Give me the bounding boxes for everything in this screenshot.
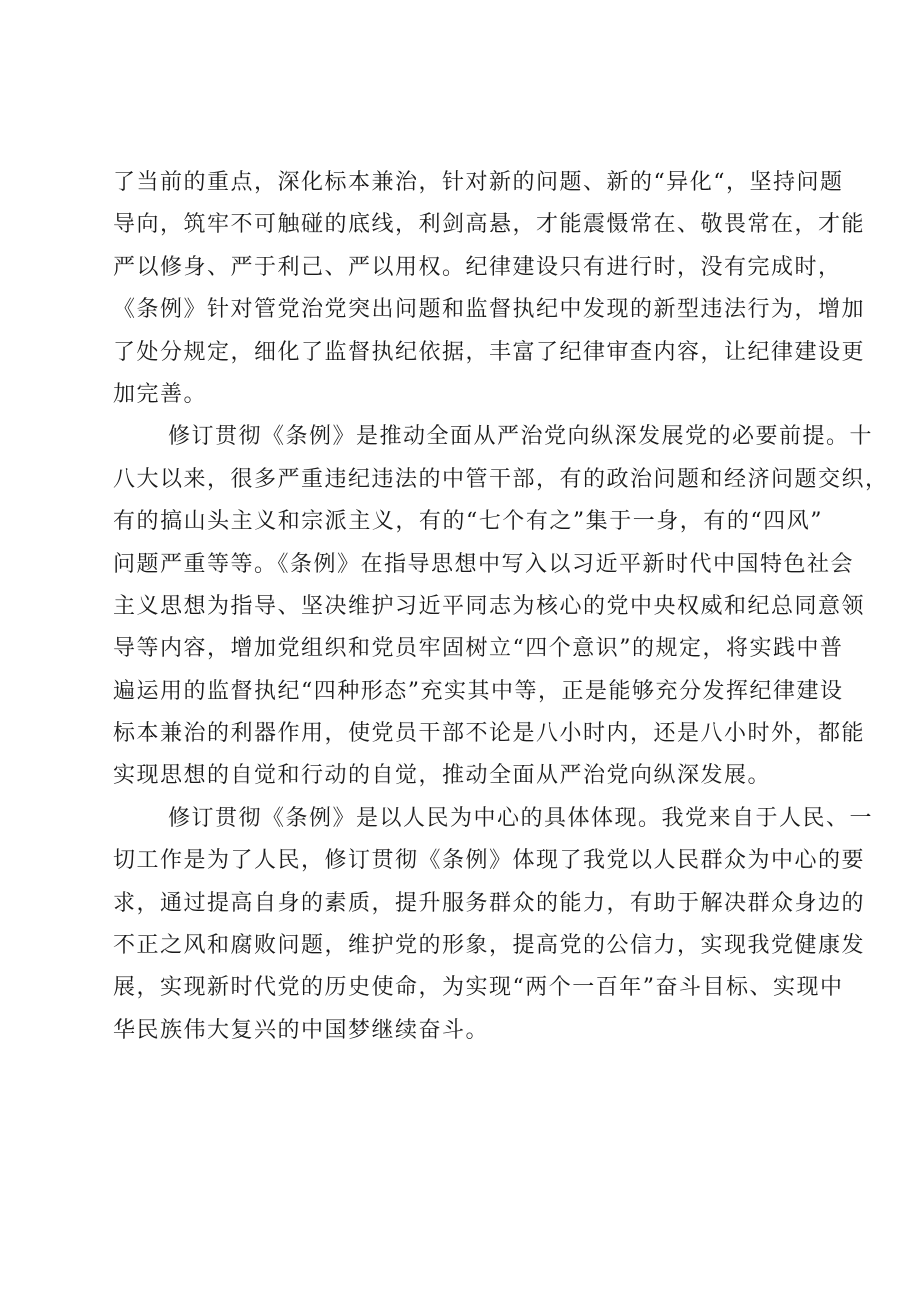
- paragraph-line: 加完善。: [113, 381, 208, 407]
- paragraph-2: [113, 416, 889, 798]
- document-body: [113, 162, 889, 1052]
- paragraph-line: 《条例》针对管党治党突出问题和监督执纪中发现的新型违法行为，增加: [113, 297, 866, 323]
- paragraph-line: 修订贯彻《条例》是以人民为中心的具体体现。我党来自于人民、一: [168, 805, 874, 831]
- paragraph-line: 了当前的重点，深化标本兼治，针对新的问题、新的“异化“，坚持问题: [113, 170, 844, 195]
- paragraph-line: 切工作是为了人民，修订贯彻《条例》体现了我党以人民群众为中心的要: [113, 848, 866, 874]
- paragraph-line: 实现思想的自觉和行动的自觉，推动全面从严治党向纵深发展。: [113, 763, 772, 789]
- paragraph-line: 严以修身、严于利己、严以用权。纪律建设只有进行时，没有完成时，: [113, 254, 842, 280]
- paragraph-line: 导等内容，增加党组织和党员牢固树立“四个意识”的规定，将实践中普: [113, 636, 844, 662]
- paragraph-line: 了处分规定，细化了监督执纪依据，丰富了纪律审查内容，让纪律建设更: [113, 339, 866, 365]
- paragraph-1: [113, 162, 866, 416]
- paragraph-line: 不正之风和腐败问题，维护党的形象，提高党的公信力，实现我党健康发: [113, 933, 866, 959]
- paragraph-line: 修订贯彻《条例》是推动全面从严治党向纵深发展党的必要前提。十: [168, 424, 874, 450]
- paragraph-line: 华民族伟大复兴的中国梦继续奋斗。: [113, 1017, 490, 1043]
- paragraph-line: 遍运用的监督执纪“四种形态”充实其中等，正是能够充分发挥纪律建设: [113, 678, 844, 704]
- paragraph-3: [113, 798, 874, 1052]
- paragraph-line: 八大以来，很多严重违纪违法的中管干部，有的政治问题和经济问题交织，: [113, 466, 889, 492]
- paragraph-line: 展，实现新时代党的历史使命，为实现“两个一百年”奋斗目标、实现中: [113, 975, 844, 1001]
- paragraph-line: 问题严重等等。《条例》在指导思想中写入以习近平新时代中国特色社会: [113, 551, 855, 577]
- paragraph-line: 导向，筑牢不可触碰的底线，利剑高悬，才能震慑常在、敬畏常在，才能: [113, 212, 866, 238]
- paragraph-line: 标本兼治的利器作用，使党员干部不论是八小时内，还是八小时外，都能: [113, 721, 866, 747]
- paragraph-line: 主义思想为指导、坚决维护习近平同志为核心的党中央权威和纪总同意领: [113, 593, 866, 619]
- paragraph-line: 求，通过提高自身的素质，提升服务群众的能力，有助于解决群众身边的: [113, 890, 866, 916]
- paragraph-line: 有的搞山头主义和宗派主义，有的“七个有之”集于一身，有的“四风”: [113, 509, 823, 535]
